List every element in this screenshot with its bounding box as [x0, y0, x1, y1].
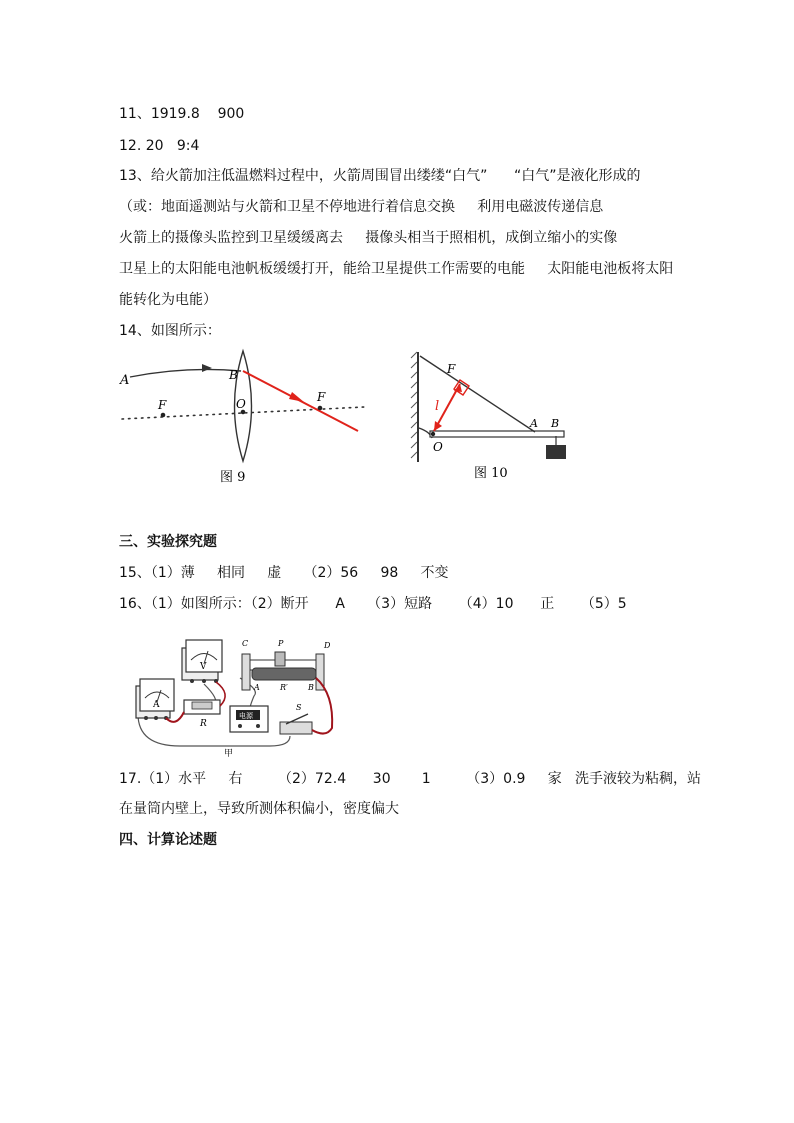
- rheostat: [242, 639, 331, 692]
- label-F: F: [447, 362, 456, 376]
- figure-16-caption: 甲: [224, 749, 234, 758]
- answer-13-line1: 13、给火箭加注低温燃料过程中，火箭周围冒出缕缕“白气” “白气”是液化形成的: [119, 168, 641, 184]
- section-3-heading: 三、实验探究题: [119, 534, 217, 550]
- ray-arrowhead: [202, 364, 212, 372]
- label-B-terminal: B: [308, 683, 314, 692]
- label-S: S: [296, 703, 302, 712]
- label-B: B: [229, 368, 238, 382]
- label-A: A: [530, 417, 538, 430]
- answer-14: 14、如图所示：: [119, 323, 221, 339]
- answer-17-line2: 在量筒内壁上，导致所测体积偏小，密度偏大: [119, 801, 399, 817]
- label-F-left: F: [158, 398, 167, 412]
- lever-bar: [430, 431, 564, 437]
- focus-left-dot: [161, 413, 166, 418]
- figure-9-lens-diagram: [116, 348, 368, 488]
- resistor-R: [184, 700, 220, 729]
- label-C: C: [242, 639, 249, 648]
- wall-hatching: [411, 352, 417, 458]
- label-O: O: [433, 440, 443, 454]
- label-l: l: [435, 399, 440, 414]
- label-R: R: [200, 719, 207, 729]
- label-B: B: [551, 417, 560, 430]
- answer-13-line4: 卫星上的太阳能电池帆板缓缓打开，能给卫星提供工作需要的电能 太阳能电池板将太阳: [119, 261, 674, 277]
- voltmeter-symbol: V: [200, 662, 207, 672]
- incident-ray: [130, 369, 241, 377]
- answer-12: 12. 20 9:4: [119, 138, 200, 154]
- power-label: 电源: [239, 712, 253, 720]
- label-R-prime: R′: [280, 683, 288, 692]
- figure-10-caption: 图 10: [474, 466, 508, 481]
- section-4-heading: 四、计算论述题: [119, 832, 217, 848]
- label-O: O: [236, 397, 246, 411]
- figure-9-caption: 图 9: [220, 470, 246, 485]
- answer-11: 11、1919.8 900: [119, 106, 245, 122]
- label-D: D: [324, 641, 331, 650]
- figure-10-lever-diagram: [402, 348, 584, 488]
- answer-13-line5: 能转化为电能）: [119, 292, 217, 308]
- answer-13-line2: （或：地面遥测站与火箭和卫星不停地进行着信息交换 利用电磁波传递信息: [119, 199, 604, 215]
- answer-13-line3: 火箭上的摄像头监控到卫星缓缓离去 摄像头相当于照相机，成倒立缩小的实像: [119, 230, 618, 246]
- ammeter: [136, 679, 174, 720]
- figure-16-circuit-diagram: [120, 634, 344, 758]
- label-A-terminal: A: [254, 683, 260, 692]
- pivot-dot: [431, 432, 435, 436]
- refracted-ray-arrowhead: [289, 392, 304, 402]
- switch-S: [280, 703, 312, 734]
- string: [420, 356, 535, 432]
- focus-right-dot: [318, 406, 323, 411]
- ammeter-symbol: A: [153, 700, 160, 710]
- label-P: P: [278, 639, 284, 648]
- answer-16: 16、（1）如图所示：（2）断开 A （3）短路 （4）10 正 （5）5: [119, 596, 627, 612]
- voltmeter: [182, 640, 222, 683]
- label-F-right: F: [317, 390, 326, 404]
- weight-block: [546, 445, 566, 459]
- label-A: A: [120, 373, 130, 388]
- answer-15: 15、（1）薄 相同 虚 （2）56 98 不变: [119, 565, 449, 581]
- red-wire-rheostat-switch: [312, 678, 332, 734]
- power-supply: [230, 706, 268, 732]
- answer-17-line1: 17.（1）水平 右 （2）72.4 30 1 （3）0.9 家 洗手液较为粘稠，站: [119, 771, 702, 787]
